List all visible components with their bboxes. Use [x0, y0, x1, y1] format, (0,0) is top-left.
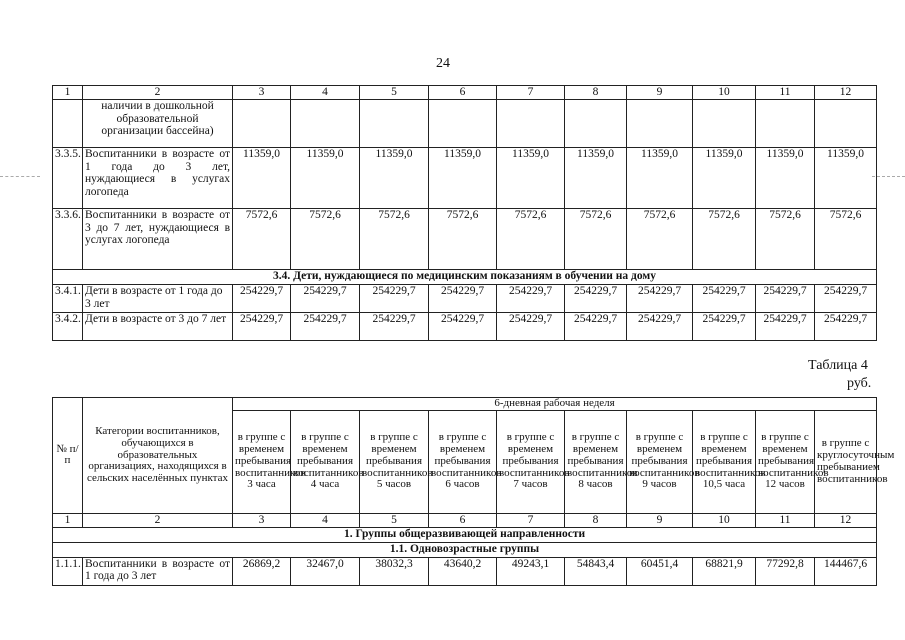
section-row: [53, 270, 877, 285]
col-number: 9: [627, 86, 693, 100]
cell-value: 254229,7: [756, 313, 815, 341]
header-category: Категории воспитанников, обучающихся в образовательных организациях, находящихся в сельских населённых пунктах: [83, 398, 233, 514]
cell-value: 254229,7: [291, 313, 360, 341]
header-col: в группе с временем пребывания воспитанников 6 часов: [429, 410, 497, 513]
row-label: Дети в возрасте от 1 года до 3 лет: [83, 285, 233, 313]
cell-value: 254229,7: [233, 285, 291, 313]
header-col: в группе с временем пребывания воспитанников 5 часов: [360, 410, 429, 513]
cell-value: 7572,6: [233, 209, 291, 270]
row-id: 1.1.1.: [53, 557, 83, 585]
section-row: [53, 542, 877, 557]
cell-value: 7572,6: [815, 209, 877, 270]
row-label: Воспитанники в возрасте от 3 до 7 лет, нуждающиеся в услугах логопеда: [83, 209, 233, 270]
col-number: 3: [233, 513, 291, 527]
cell-value: 254229,7: [565, 285, 627, 313]
row-id: 3.3.5.: [53, 148, 83, 209]
row-label: Дети в возрасте от 3 до 7 лет: [83, 313, 233, 341]
header-num: № п/п: [53, 398, 83, 514]
section-title: 3.4. Дети, нуждающиеся по медицинским показаниям в обучении на дому: [53, 270, 877, 285]
col-number: 4: [291, 86, 360, 100]
cell-value: 32467,0: [291, 557, 360, 585]
cell-value: 38032,3: [360, 557, 429, 585]
cell-value: 254229,7: [627, 285, 693, 313]
column-number-row: [53, 86, 877, 100]
col-number: 5: [360, 86, 429, 100]
cell-value: 43640,2: [429, 557, 497, 585]
unit-label: руб.: [847, 376, 872, 391]
header-col: в группе с временем пребывания воспитанников 4 часа: [291, 410, 360, 513]
header-col: в группе с временем пребывания воспитанников 10,5 часа: [693, 410, 756, 513]
cell-value: 77292,8: [756, 557, 815, 585]
cell-value: 7572,6: [360, 209, 429, 270]
cell-value: 49243,1: [497, 557, 565, 585]
cell-value: 11359,0: [233, 148, 291, 209]
cell-value: 7572,6: [565, 209, 627, 270]
cell-value: 11359,0: [627, 148, 693, 209]
header-week: 6-дневная рабочая неделя: [233, 398, 877, 411]
col-number: 1: [53, 513, 83, 527]
row-id: 3.4.2.: [53, 313, 83, 341]
cell-value: 11359,0: [756, 148, 815, 209]
cell-value: 54843,4: [565, 557, 627, 585]
table-row: [53, 557, 877, 585]
header-col: в группе с круглосуточным пребыванием воспитанников: [815, 410, 877, 513]
col-number: 8: [565, 86, 627, 100]
col-number: 11: [756, 86, 815, 100]
fold-mark-left: [0, 176, 40, 177]
cell-value: 60451,4: [627, 557, 693, 585]
cell-value: 68821,9: [693, 557, 756, 585]
cell-value: 26869,2: [233, 557, 291, 585]
section-row: [53, 527, 877, 542]
column-number-row: [53, 513, 877, 527]
col-number: 4: [291, 513, 360, 527]
table-row: [53, 209, 877, 270]
table-4: [52, 397, 895, 586]
header-col: в группе с временем пребывания воспитанников 12 часов: [756, 410, 815, 513]
cell-value: 254229,7: [429, 313, 497, 341]
cell-value: 254229,7: [693, 285, 756, 313]
section-title: 1. Группы общеразвивающей направленности: [53, 527, 877, 542]
cell-value: 144467,6: [815, 557, 877, 585]
row-label: Воспитанники в возрасте от 1 года до 3 лет, нуждающиеся в услугах логопеда: [83, 148, 233, 209]
col-number: 3: [233, 86, 291, 100]
cell-value: 7572,6: [429, 209, 497, 270]
col-number: 7: [497, 513, 565, 527]
cell-value: 254229,7: [627, 313, 693, 341]
cell-value: 254229,7: [497, 313, 565, 341]
col-number: 8: [565, 513, 627, 527]
header-col: в группе с временем пребывания воспитанников 3 часа: [233, 410, 291, 513]
cell-value: 7572,6: [627, 209, 693, 270]
cell-value: 254229,7: [360, 285, 429, 313]
cell-value: 254229,7: [565, 313, 627, 341]
row-label: наличии в дошкольной образовательной организации бассейна): [83, 100, 233, 148]
cell-value: 7572,6: [291, 209, 360, 270]
col-number: 10: [693, 513, 756, 527]
cell-value: 254229,7: [693, 313, 756, 341]
col-number: 1: [53, 86, 83, 100]
col-number: 6: [429, 513, 497, 527]
cell-value: 11359,0: [815, 148, 877, 209]
cell-value: 254229,7: [815, 285, 877, 313]
col-number: 9: [627, 513, 693, 527]
page-number: 24: [436, 56, 450, 71]
header-col: в группе с временем пребывания воспитанников 9 часов: [627, 410, 693, 513]
col-number: 6: [429, 86, 497, 100]
cell-value: 11359,0: [360, 148, 429, 209]
col-number: 5: [360, 513, 429, 527]
subsection-title: 1.1. Одновозрастные группы: [53, 542, 877, 557]
header-col: в группе с временем пребывания воспитанников 7 часов: [497, 410, 565, 513]
table-row: [53, 313, 877, 341]
cell-value: 254229,7: [360, 313, 429, 341]
cell-value: 11359,0: [291, 148, 360, 209]
cell-value: 254229,7: [815, 313, 877, 341]
cell-value: 254229,7: [429, 285, 497, 313]
col-number: 11: [756, 513, 815, 527]
col-number: 12: [815, 513, 877, 527]
cell-value: 254229,7: [233, 313, 291, 341]
row-id: 3.4.1.: [53, 285, 83, 313]
table-row: [53, 100, 877, 148]
col-number: 2: [83, 86, 233, 100]
header-col: в группе с временем пребывания воспитанников 8 часов: [565, 410, 627, 513]
col-number: 7: [497, 86, 565, 100]
cell-value: 254229,7: [497, 285, 565, 313]
cell-value: 11359,0: [429, 148, 497, 209]
table-row: [53, 148, 877, 209]
cell-value: 11359,0: [565, 148, 627, 209]
cell-value: 11359,0: [693, 148, 756, 209]
table-row: [53, 285, 877, 313]
col-number: 12: [815, 86, 877, 100]
cell-value: 7572,6: [693, 209, 756, 270]
cell-value: 11359,0: [497, 148, 565, 209]
cell-value: 254229,7: [291, 285, 360, 313]
row-label: Воспитанники в возрасте от 1 года до 3 лет: [83, 557, 233, 585]
cell-value: 7572,6: [497, 209, 565, 270]
cell-value: 7572,6: [756, 209, 815, 270]
tariff-table-continued: [52, 85, 877, 341]
cell-value: 254229,7: [756, 285, 815, 313]
header-row: [53, 398, 877, 411]
table-caption: Таблица 4: [808, 358, 868, 373]
col-number: 10: [693, 86, 756, 100]
col-number: 2: [83, 513, 233, 527]
row-id: 3.3.6.: [53, 209, 83, 270]
